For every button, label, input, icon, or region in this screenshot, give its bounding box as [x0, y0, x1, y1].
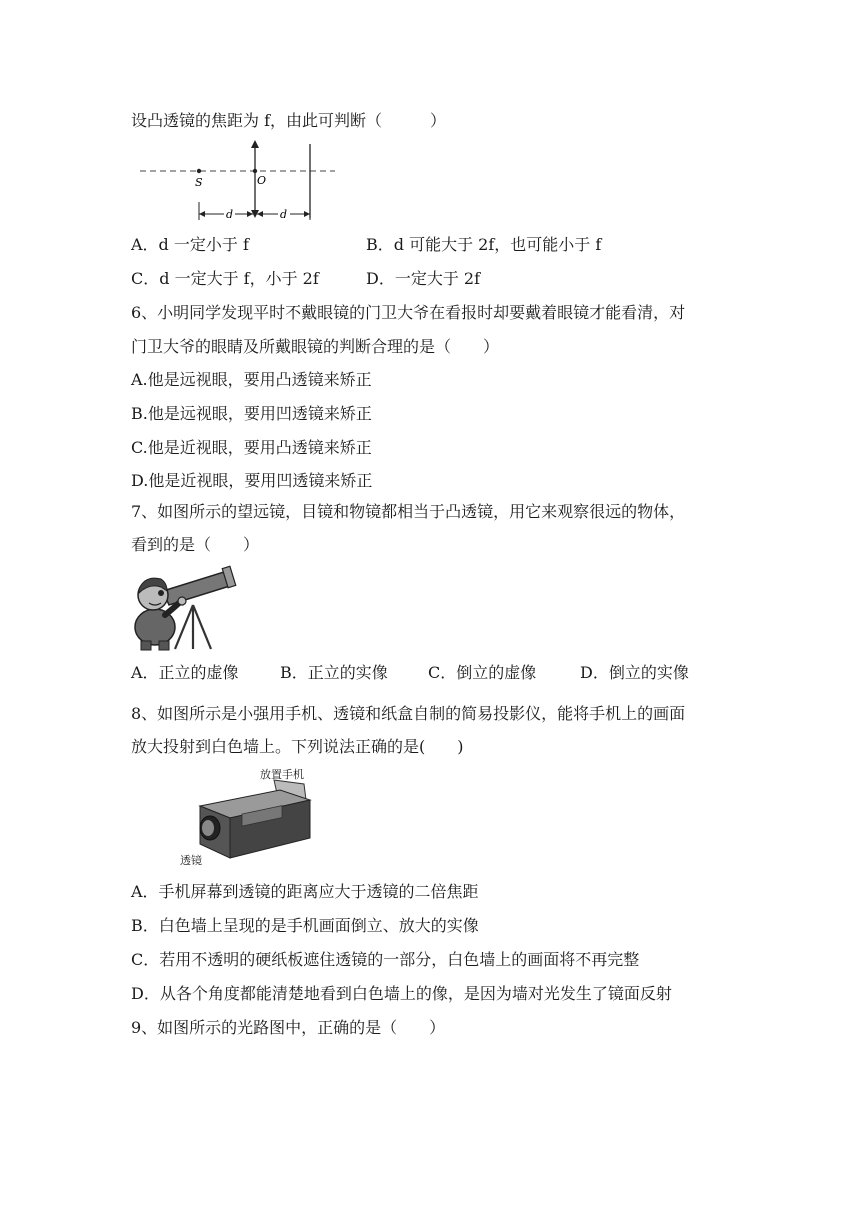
q5-option-c[interactable]: C．d 一定大于 f，小于 2f — [131, 269, 319, 288]
q7-option-a[interactable]: A．正立的虚像 — [131, 663, 239, 682]
label-d2: d — [280, 208, 288, 221]
q7-stem-line2: 看到的是（ ） — [131, 535, 260, 554]
q6-option-c[interactable]: C.他是近视眼，要用凸透镜来矫正 — [131, 438, 372, 457]
q6-option-d[interactable]: D.他是近视眼，要用凹透镜来矫正 — [131, 471, 373, 490]
q6-option-b[interactable]: B.他是远视眼，要用凹透镜来矫正 — [131, 404, 372, 423]
label-phone: 放置手机 — [260, 768, 304, 781]
q8-option-c[interactable]: C．若用不透明的硬纸板遮住透镜的一部分，白色墙上的画面将不再完整 — [131, 950, 640, 969]
q8-option-b[interactable]: B．白色墙上呈现的是手机画面倒立、放大的实像 — [131, 916, 479, 935]
q9-stem: 9、如图所示的光路图中，正确的是（ ） — [131, 1018, 446, 1037]
point-s — [197, 169, 201, 173]
q6-stem-line1: 6、小明同学发现平时不戴眼镜的门卫大爷在看报时却要戴着眼镜才能看清，对 — [131, 303, 686, 322]
q8-stem-line2: 放大投射到白色墙上。下列说法正确的是( ) — [131, 737, 464, 756]
q7-option-c[interactable]: C．倒立的虚像 — [428, 663, 537, 682]
q5-option-b[interactable]: B．d 可能大于 2f，也可能小于 f — [366, 235, 602, 254]
label-o: O — [257, 174, 267, 187]
q5-stem: 设凸透镜的焦距为 f，由此可判断（ ） — [131, 111, 447, 130]
label-d1: d — [226, 208, 234, 221]
q7-option-d[interactable]: D．倒立的实像 — [580, 663, 689, 682]
q8-option-a[interactable]: A．手机屏幕到透镜的距离应大于透镜的二倍焦距 — [131, 882, 479, 901]
q6-option-a[interactable]: A.他是远视眼，要用凸透镜来矫正 — [131, 370, 372, 389]
q5-lens-diagram — [140, 140, 340, 222]
label-s: S — [195, 176, 203, 189]
telescope-cartoon-image — [127, 563, 239, 651]
q7-stem-line1: 7、如图所示的望远镜，目镜和物镜都相当于凸透镜，用它来观察很远的物体， — [131, 502, 686, 521]
q6-stem-line2: 门卫大爷的眼睛及所戴眼镜的判断合理的是（ ） — [131, 337, 500, 356]
q5-option-a[interactable]: A．d 一定小于 f — [131, 235, 249, 254]
q5-option-d[interactable]: D．一定大于 2f — [366, 269, 481, 288]
q7-option-b[interactable]: B．正立的实像 — [280, 663, 388, 682]
q8-stem-line1: 8、如图所示是小强用手机、透镜和纸盒自制的简易投影仪，能将手机上的画面 — [131, 704, 686, 723]
projector-box-image — [186, 778, 314, 860]
q8-projector-figure — [176, 766, 316, 870]
q8-option-d[interactable]: D．从各个角度都能清楚地看到白色墙上的像，是因为墙对光发生了镜面反射 — [131, 984, 672, 1003]
label-lens: 透镜 — [180, 854, 202, 867]
